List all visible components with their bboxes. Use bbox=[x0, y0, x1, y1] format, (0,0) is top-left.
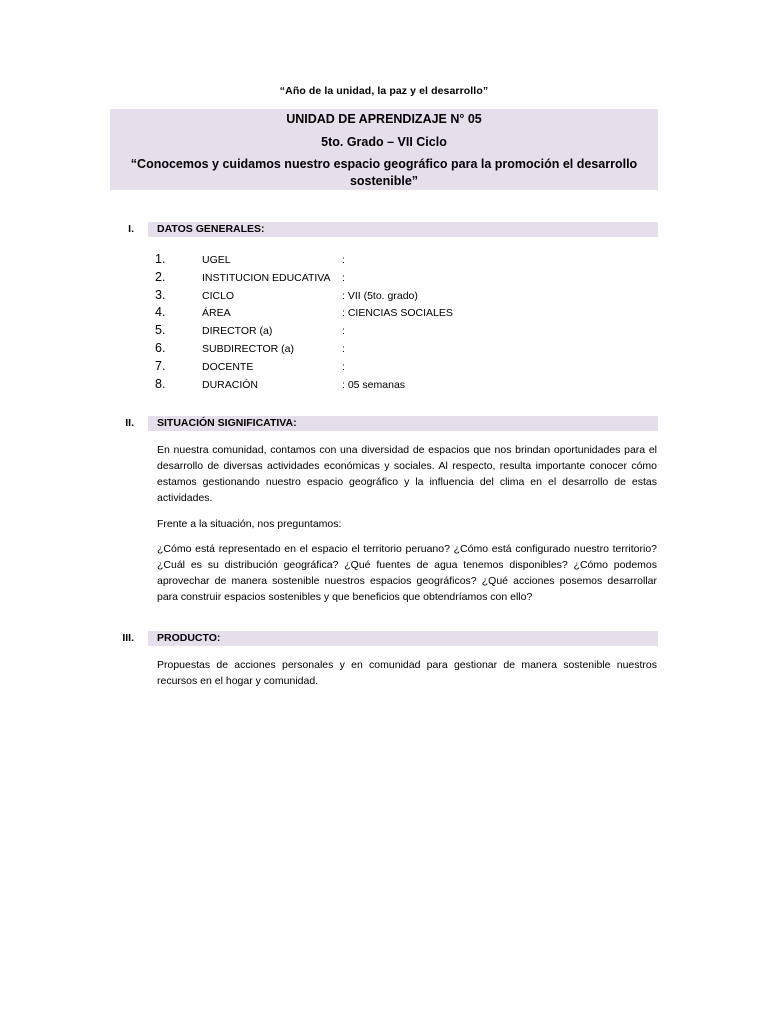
item-value: : bbox=[342, 342, 345, 355]
item-number: 2. bbox=[155, 269, 166, 284]
item-label: DURACIÓN bbox=[202, 378, 259, 391]
situation-paragraph-1: En nuestra comunidad, contamos con una diversidad de espacios que nos brindan oportunidades para el desarrollo de diversas actividades económicas y sociales. Al respecto, resulta importante conocer cómo estamos gestionando nuestro espacio geográfico y la influencia del clima en el desarrollo de estas actividades. bbox=[157, 444, 657, 504]
list-item bbox=[155, 358, 635, 376]
item-number: 4. bbox=[155, 305, 166, 320]
section-title-product: PRODUCTO: bbox=[157, 632, 221, 644]
unit-name: “Conocemos y cuidamos nuestro espacio geográfico para la promoción el desarrollo sostenible” bbox=[130, 157, 638, 188]
item-number: 1. bbox=[155, 252, 166, 266]
item-value: : bbox=[342, 254, 345, 266]
list-item bbox=[155, 287, 635, 305]
list-item bbox=[155, 340, 635, 358]
general-data-list bbox=[155, 251, 635, 393]
item-number: 3. bbox=[155, 287, 166, 302]
section-number-product: III. bbox=[122, 632, 134, 644]
item-label: UGEL bbox=[202, 254, 231, 266]
list-item bbox=[155, 269, 635, 287]
item-value: : bbox=[342, 271, 345, 284]
item-number: 5. bbox=[155, 323, 166, 338]
section-title-situation: SITUACIÓN SIGNIFICATIVA: bbox=[157, 417, 297, 429]
unit-title: UNIDAD DE APRENDIZAJE N° 05 bbox=[286, 112, 482, 126]
item-label: INSTITUCION EDUCATIVA bbox=[202, 271, 331, 284]
item-label: CICLO bbox=[202, 289, 235, 302]
item-value: : bbox=[342, 360, 345, 373]
item-label: DOCENTE bbox=[202, 360, 254, 373]
year-motto: “Año de la unidad, la paz y el desarrollo” bbox=[279, 85, 489, 97]
product-paragraph: Propuestas de acciones personales y en comunidad para gestionar de manera sostenible nuestros recursos en el hogar y comunidad. bbox=[157, 659, 657, 687]
item-label: ÁREA bbox=[202, 307, 231, 320]
item-number: 8. bbox=[155, 376, 166, 391]
section-bar-product bbox=[148, 631, 658, 646]
list-item bbox=[155, 304, 635, 322]
item-number: 7. bbox=[155, 358, 166, 373]
list-item bbox=[155, 376, 635, 394]
list-item bbox=[155, 322, 635, 340]
list-item bbox=[155, 251, 635, 269]
item-number: 6. bbox=[155, 340, 166, 355]
section-number-situation: II. bbox=[125, 417, 134, 429]
section-number-general: I. bbox=[128, 223, 134, 235]
situation-paragraph-2: Frente a la situación, nos preguntamos: bbox=[157, 518, 342, 530]
title-box bbox=[110, 109, 658, 190]
item-label: DIRECTOR (a) bbox=[202, 325, 273, 338]
grade-cycle: 5to. Grado – VII Ciclo bbox=[321, 135, 447, 149]
item-value: : 05 semanas bbox=[342, 378, 406, 391]
section-title-general: DATOS GENERALES: bbox=[157, 223, 265, 235]
situation-questions: ¿Cómo está representado en el espacio el territorio peruano? ¿Cómo está configurado nuestro territorio? ¿Cuál es su distribución geográfica? ¿Qué fuentes de agua tenemos disponibles? ¿Cómo podemos aprovechar de manera sostenible nuestros espacios geográficos? ¿Qué acciones posemos desarrollar para construir espacios sostenibles y que beneficios que obtendríamos con ello? bbox=[157, 543, 657, 603]
item-value: : bbox=[342, 325, 345, 338]
item-value: : VII (5to. grado) bbox=[342, 289, 418, 302]
item-label: SUBDIRECTOR (a) bbox=[202, 342, 294, 355]
item-value: : CIENCIAS SOCIALES bbox=[342, 307, 453, 320]
